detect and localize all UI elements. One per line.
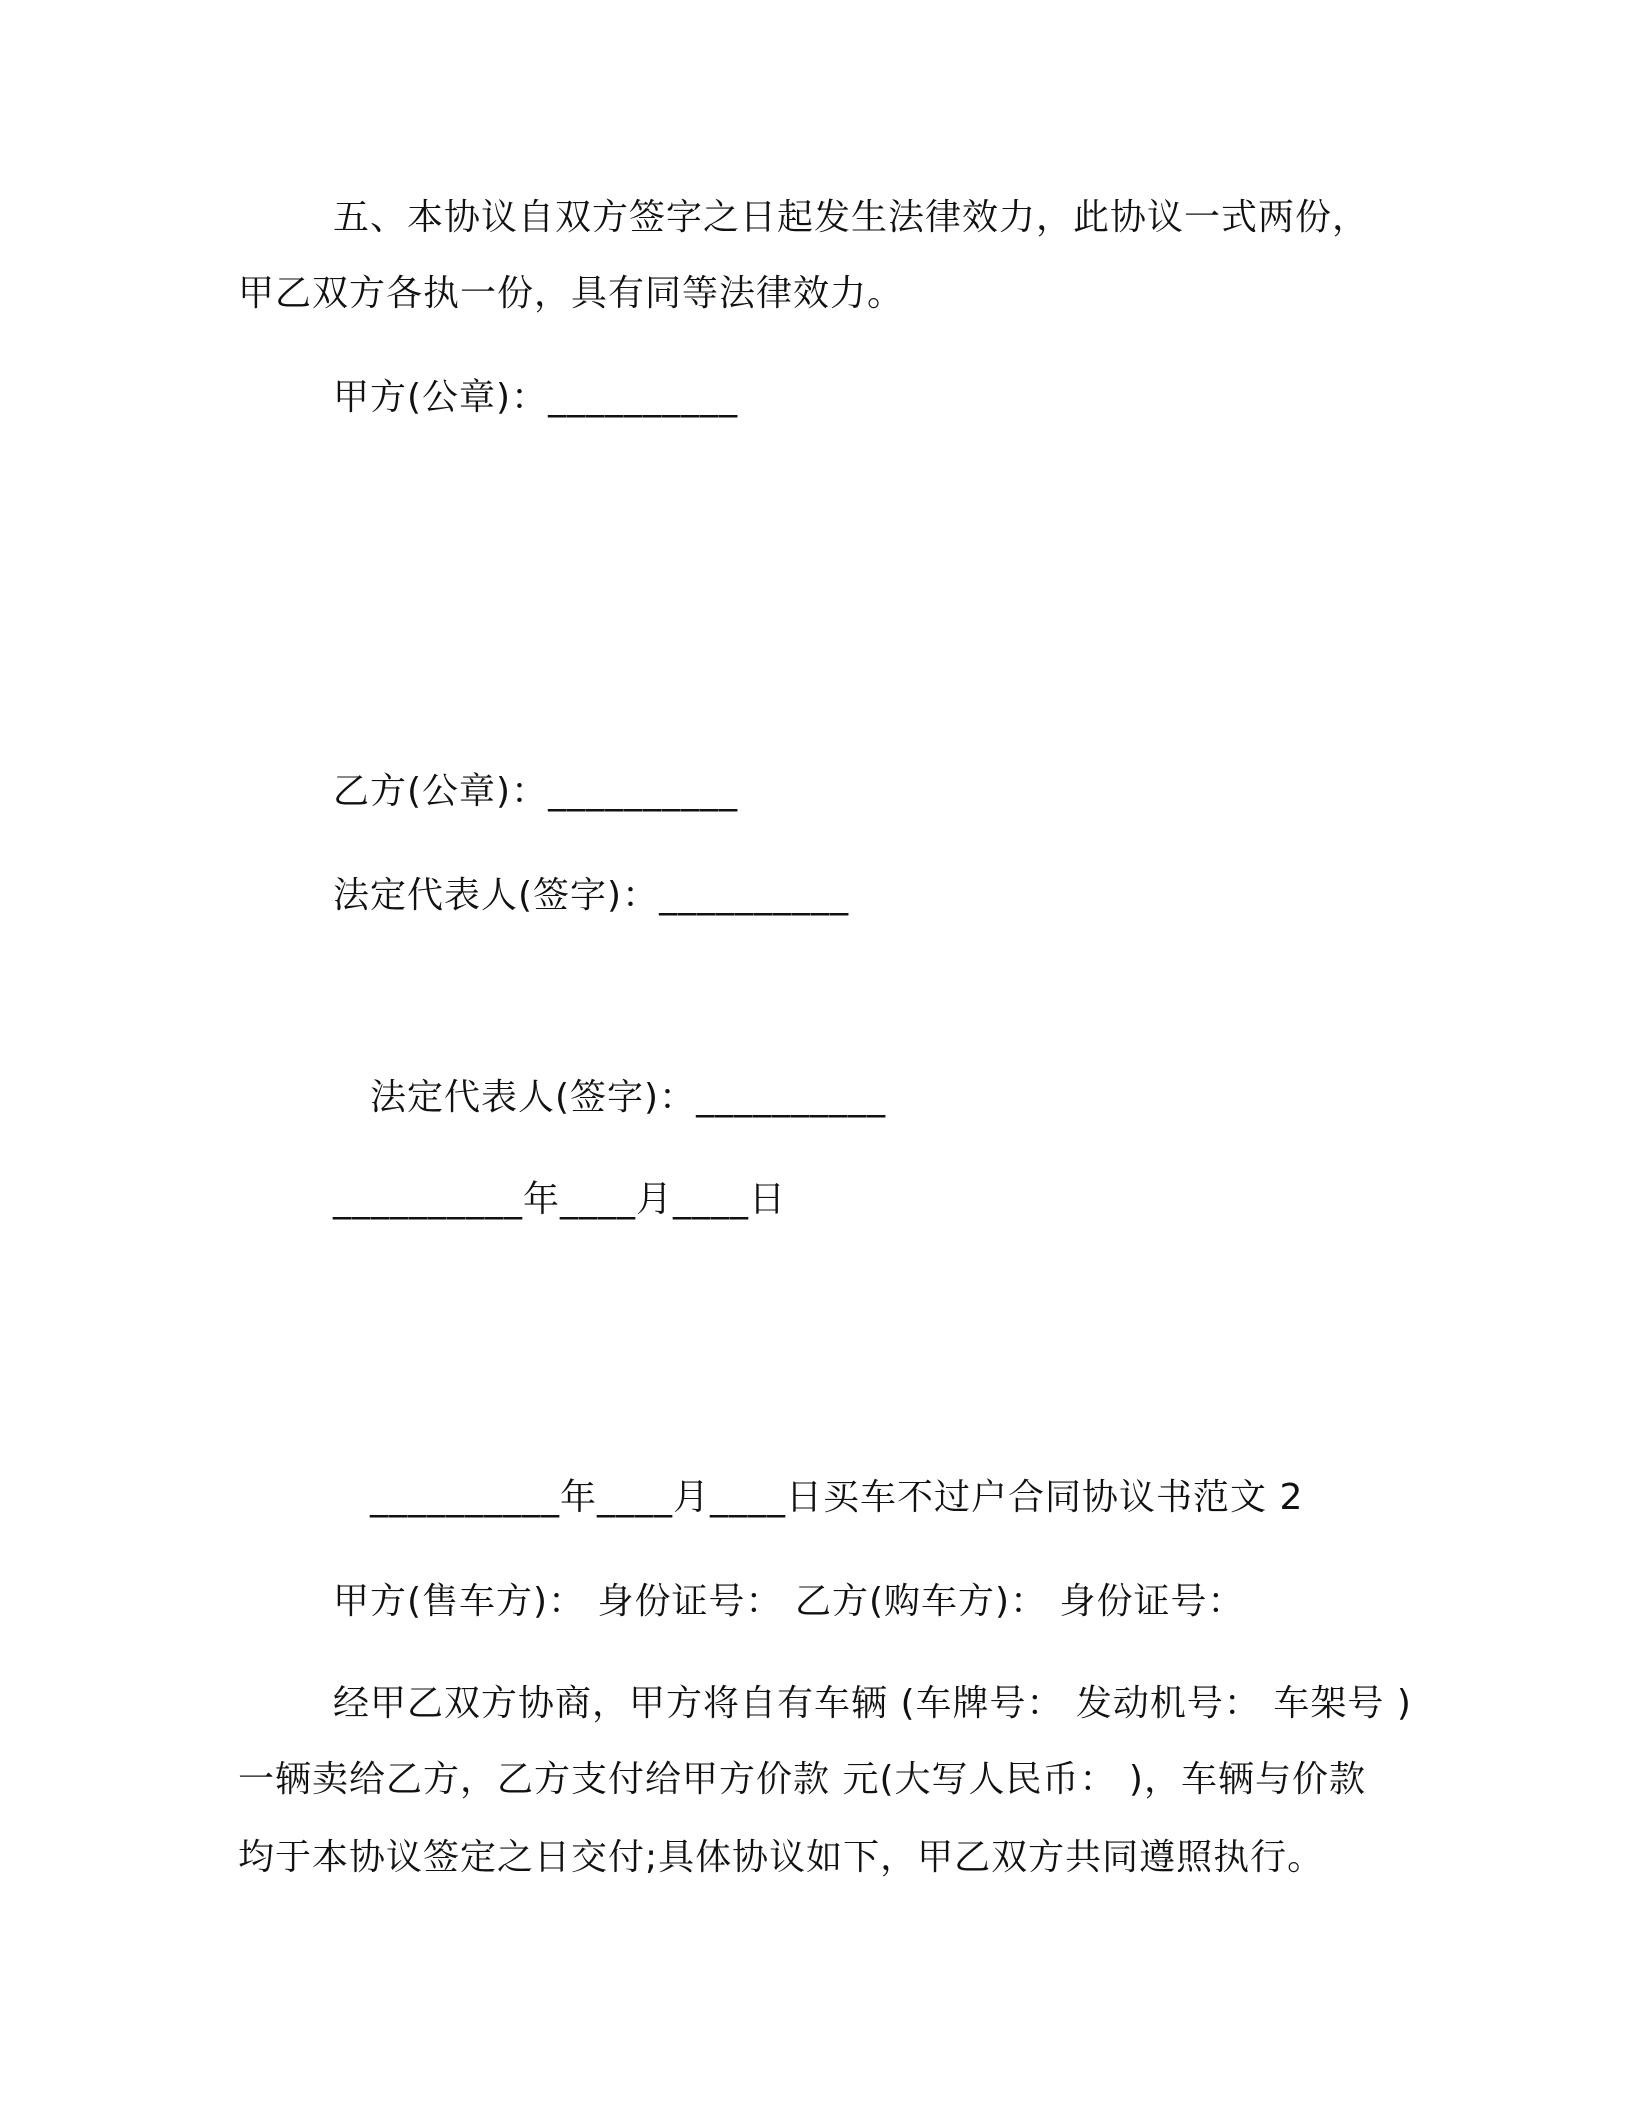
clause-5-line-1: 五、本协议自双方签字之日起发生法律效力，此协议一式两份， — [333, 197, 1370, 238]
sample-2-heading: __________年____月____日买车不过户合同协议书范文 2 — [370, 1477, 1304, 1518]
party-b-seal-line: 乙方(公章)：__________ — [333, 771, 739, 812]
signature-date-line: __________年____月____日 — [333, 1179, 786, 1220]
legal-representative-line-1: 法定代表人(签字)：__________ — [333, 875, 850, 916]
sample-2-paragraph-line-2: 一辆卖给乙方，乙方支付给甲方价款 元(大写人民币： )，车辆与价款 — [238, 1759, 1366, 1800]
clause-5-line-2: 甲乙双方各执一份，具有同等法律效力。 — [238, 273, 905, 314]
sample-2-parties-line: 甲方(售车方)： 身份证号： 乙方(购车方)： 身份证号： — [333, 1581, 1245, 1622]
sample-2-paragraph-line-1: 经甲乙双方协商，甲方将自有车辆 (车牌号： 发动机号： 车架号 ) — [333, 1683, 1412, 1724]
legal-representative-line-2: 法定代表人(签字)：__________ — [370, 1077, 887, 1118]
party-a-seal-line: 甲方(公章)：__________ — [333, 377, 739, 418]
sample-2-paragraph-line-3: 均于本协议签定之日交付;具体协议如下，甲乙双方共同遵照执行。 — [238, 1837, 1325, 1878]
